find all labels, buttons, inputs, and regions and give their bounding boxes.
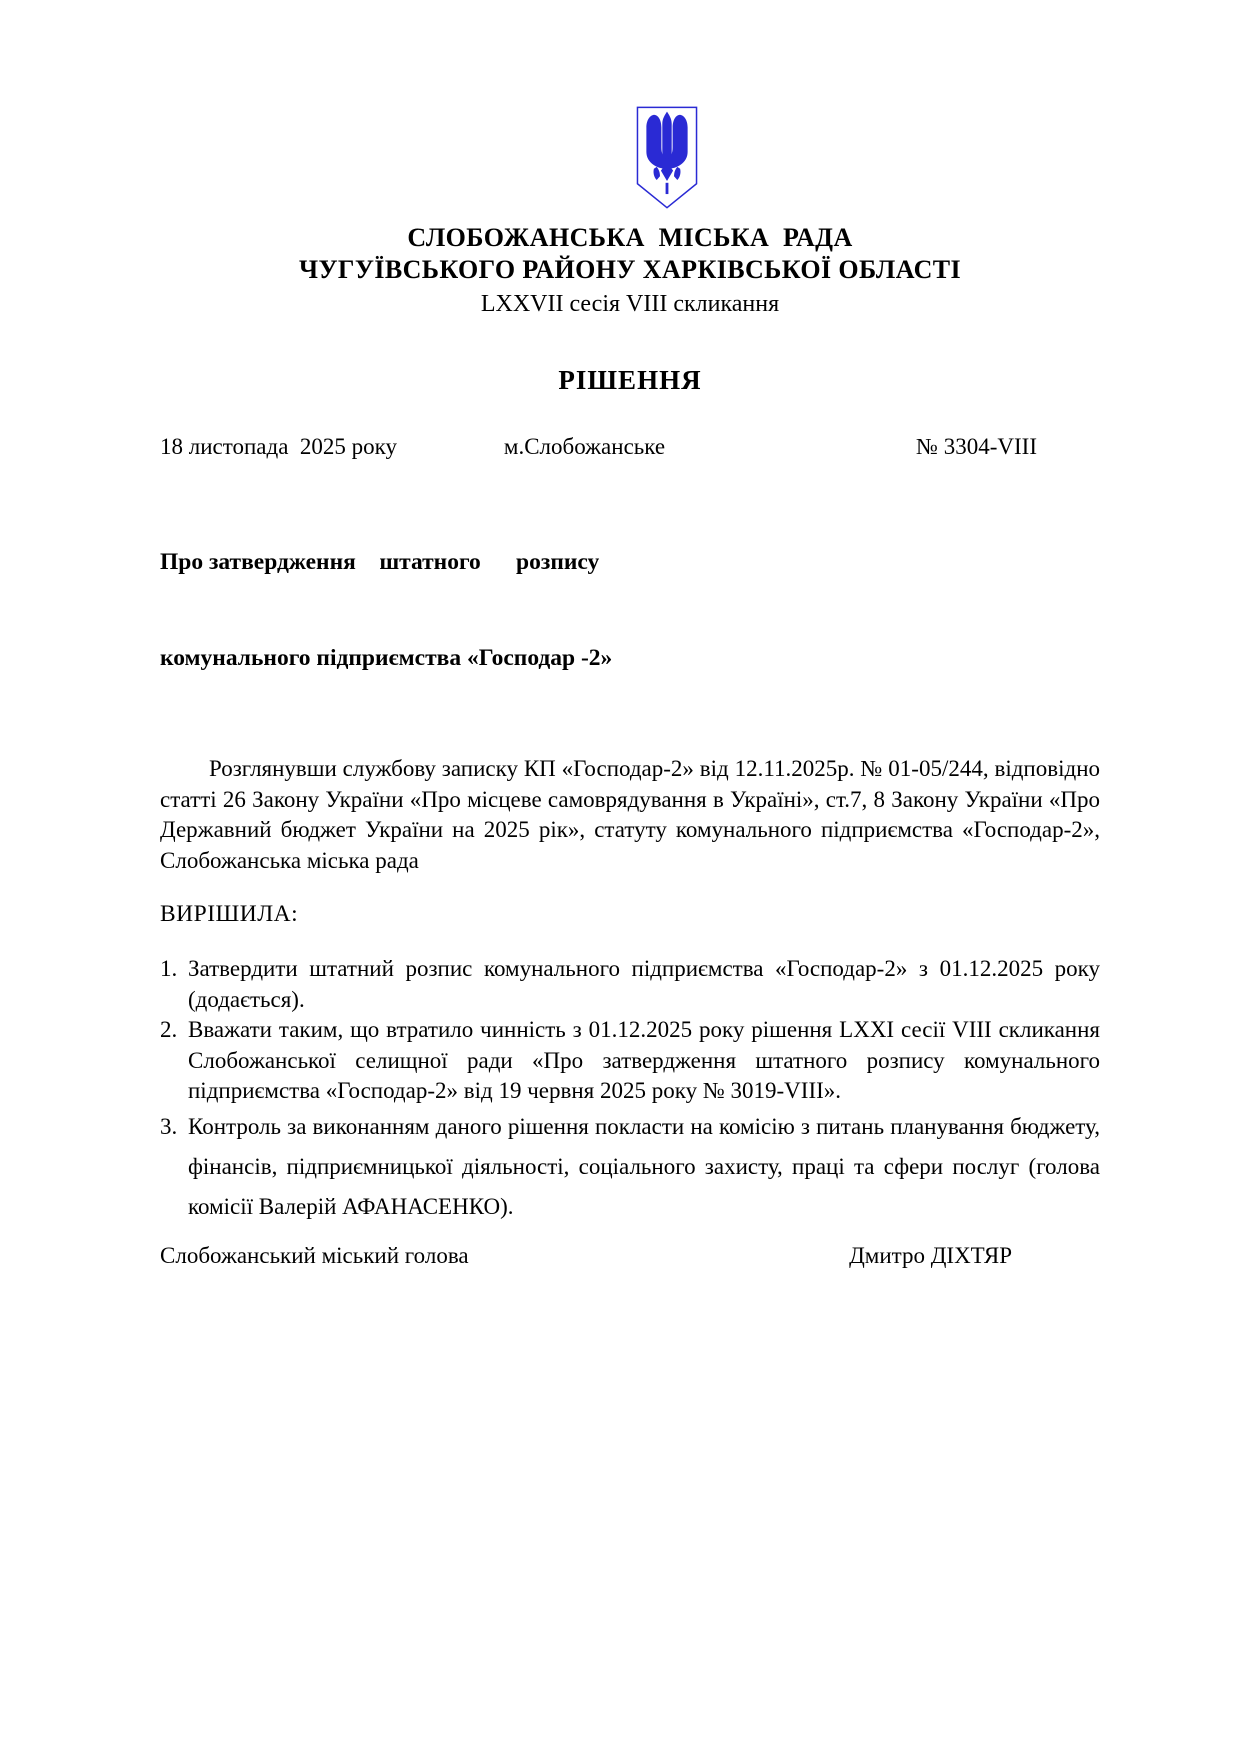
subject-line1: Про затвердження штатного розпису: [160, 549, 600, 575]
ukraine-trident-emblem-icon: [634, 105, 700, 210]
subject-line2: комунального підприємства «Господар -2»: [160, 645, 613, 671]
resolved-label: ВИРІШИЛА:: [160, 901, 299, 927]
item-number: 1.: [160, 956, 178, 981]
document-place: м.Слобожанське: [503, 434, 666, 459]
session-line: LXXVII сесія VIII скликання: [480, 291, 780, 317]
document-number: № 3304-VIII: [916, 434, 1037, 459]
org-name-line1: СЛОБОЖАНСЬКА МІСЬКА РАДА: [407, 223, 853, 252]
subject-block: [160, 482, 1100, 738]
trident-glyph: [646, 112, 687, 195]
item-text: Затвердити штатний розпис комунального підприємства «Господар-2» з 01.12.2025 року (додається).: [188, 956, 1100, 1012]
list-item: [160, 1107, 1100, 1227]
org-name-line2: ЧУГУЇВСЬКОГО РАЙОНУ ХАРКІВСЬКОЇ ОБЛАСТІ: [298, 255, 962, 284]
signer-title: Слобожанський міський голова: [160, 1242, 469, 1268]
list-item: [160, 954, 1100, 1015]
signature-row: [160, 1243, 1100, 1269]
decision-items-list: [160, 954, 1100, 1227]
item-text: Вважати таким, що втратило чинність з 01.12.2025 року рішення LXXI сесії VIII скликання Слобожанської селищної ради «Про затвердження штатного розпису комунального підприємства «Господар-2» від 19 червня 2025 року № 3019-VIII».: [188, 1017, 1100, 1103]
document-date: 18 листопада 2025 року: [160, 434, 398, 459]
emblem-container: [197, 105, 1137, 210]
document-type-title: РІШЕННЯ: [558, 365, 702, 395]
list-item: [160, 1015, 1100, 1107]
item-number: 3.: [160, 1113, 178, 1139]
meta-row: [160, 434, 1100, 460]
item-text: Контроль за виконанням даного рішення покласти на комісію з питань планування бюджету, фінансів, підприємницької діяльності, соціального захисту, праці та сфери послуг (голова комісії Валерій АФАНАСЕНКО).: [188, 1113, 1100, 1219]
preamble-paragraph: Розглянувши службову записку КП «Господар-2» від 12.11.2025р. № 01-05/244, відповідно статті 26 Закону України «Про місцеве самоврядування в Україні», ст.7, 8 Закону України «Про Державний бюджет України на 2025 рік», статуту комунального підприємства «Господар-2», Слобожанська міська рада: [160, 756, 1100, 873]
item-number: 2.: [160, 1017, 178, 1042]
signer-name: Дмитро ДІХТЯР: [849, 1242, 1012, 1268]
